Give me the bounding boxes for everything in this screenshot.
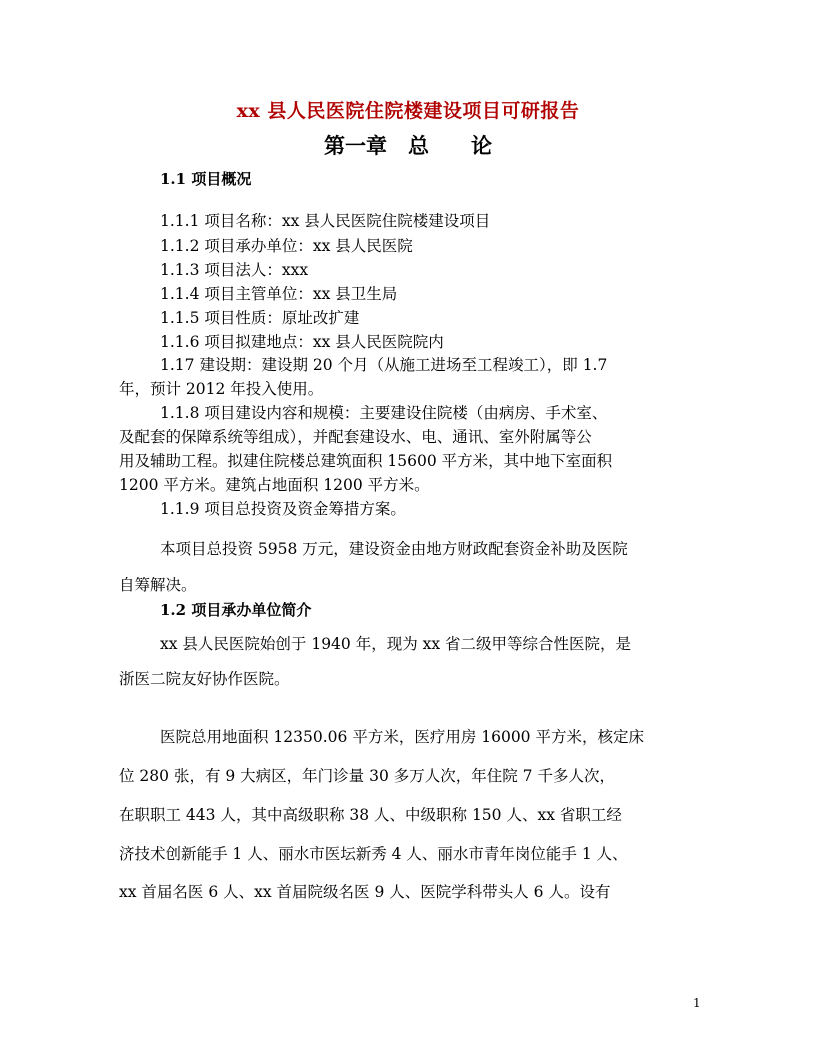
item-1-1-3: 1.1.3 项目法人：xxx <box>160 261 309 279</box>
page-number: 1 <box>693 996 701 1010</box>
chapter-heading: 第一章 总 论 <box>324 133 492 158</box>
item-1-1-8-line-3: 用及辅助工程。拟建住院楼总建筑面积 15600 平方米，其中地下室面积 <box>119 452 613 470</box>
investment-line-1: 本项目总投资 5958 万元，建设资金由地方财政配套资金补助及医院 <box>160 540 628 558</box>
stats-line-1: 医院总用地面积 12350.06 平方米，医疗用房 16000 平方米，核定床 <box>160 728 644 746</box>
item-1-1-8-line-4: 1200 平方米。建筑占地面积 1200 平方米。 <box>119 476 430 494</box>
item-1-1-4: 1.1.4 项目主管单位：xx 县卫生局 <box>160 285 398 303</box>
stats-line-5: xx 首届名医 6 人、xx 首届院级名医 9 人、医院学科带头人 6 人。设有 <box>119 883 611 901</box>
stats-line-3: 在职职工 443 人，其中高级职称 38 人、中级职称 150 人、xx 省职工经 <box>119 806 622 824</box>
item-1-1-5: 1.1.5 项目性质：原址改扩建 <box>160 309 360 327</box>
item-1-1-8-line-1: 1.1.8 项目建设内容和规模：主要建设住院楼（由病房、手术室、 <box>160 404 608 422</box>
item-1-1-6: 1.1.6 项目拟建地点：xx 县人民医院院内 <box>160 333 444 351</box>
intro-line-1: xx 县人民医院始创于 1940 年，现为 xx 省二级甲等综合性医院，是 <box>160 635 632 653</box>
item-1-1-1: 1.1.1 项目名称：xx 县人民医院住院楼建设项目 <box>160 212 491 230</box>
item-1-17-line-1: 1.17 建设期：建设期 20 个月（从施工进场至工程竣工），即 1.7 <box>160 356 608 374</box>
item-1-17-line-2: 年，预计 2012 年投入使用。 <box>119 380 324 398</box>
section-heading-1-2: 1.2 项目承办单位简介 <box>160 601 312 619</box>
document-title: xx 县人民医院住院楼建设项目可研报告 <box>236 100 580 122</box>
section-heading-1-1: 1.1 项目概况 <box>160 170 252 188</box>
item-1-1-9: 1.1.9 项目总投资及资金筹措方案。 <box>160 500 406 518</box>
item-1-1-8-line-2: 及配套的保障系统等组成），并配套建设水、电、通讯、室外附属等公 <box>119 428 592 446</box>
item-1-1-2: 1.1.2 项目承办单位：xx 县人民医院 <box>160 237 413 255</box>
intro-line-2: 浙医二院友好协作医院。 <box>119 670 290 688</box>
stats-line-4: 济技术创新能手 1 人、丽水市医坛新秀 4 人、丽水市青年岗位能手 1 人、 <box>119 845 628 863</box>
stats-line-2: 位 280 张，有 9 大病区，年门诊量 30 多万人次，年住院 7 千多人次， <box>119 767 615 785</box>
investment-line-2: 自筹解决。 <box>119 576 197 594</box>
